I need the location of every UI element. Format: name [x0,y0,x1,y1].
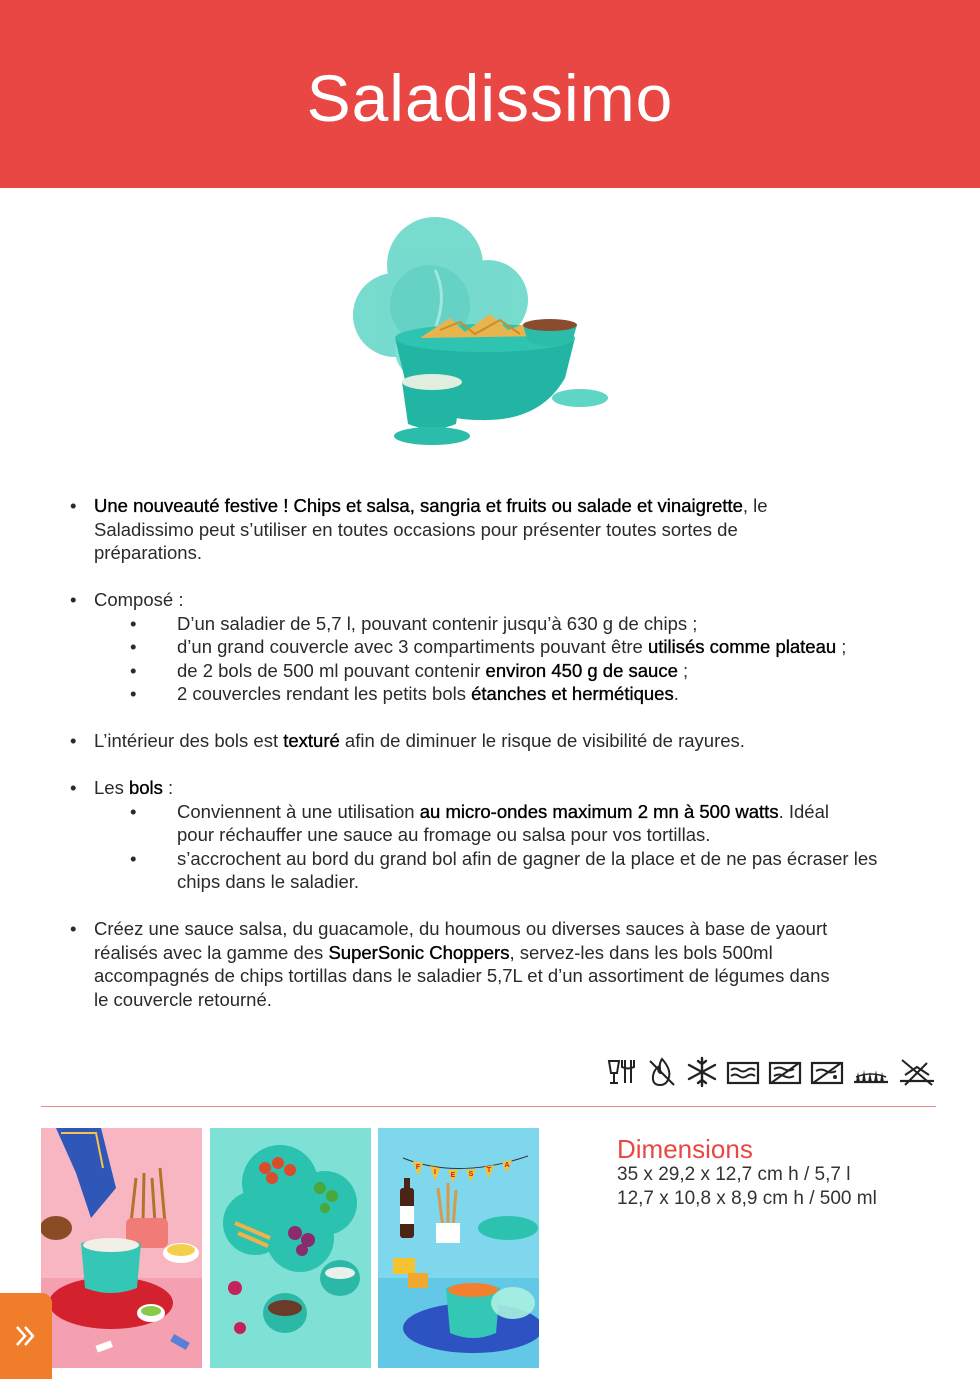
page-title: Saladissimo [306,61,674,135]
feature-list [70,494,910,1035]
sub-item: • de 2 bols de 500 ml pouvant contenir environ 450 g de sauce ; [94,659,910,683]
sub-item: • d’un grand couvercle avec 3 compartiments pouvant être utilisés comme plateau ; [94,635,910,659]
no-fire-icon [645,1055,679,1089]
sub-item: • s’accrochent au bord du grand bol afin de gagner de la place et de ne pas écraser les chips dans le saladier. [94,847,910,894]
lifestyle-photo-2 [210,1128,371,1368]
dishwasher-icon [851,1055,891,1089]
sub-item: • 2 couvercles rendant les petits bols étanches et hermétiques. [94,682,910,706]
microwave-icon [767,1055,803,1089]
dimensions-line-small-bowl: 12,7 x 10,8 x 8,9 cm h / 500 ml [617,1188,877,1209]
sub-item: • Conviennent à une utilisation au micro-ondes maximum 2 mn à 500 watts. Idéal pour réchauffer une sauce au fromage ou salsa pour vos tortillas. [94,800,910,847]
care-icons-row [605,1054,937,1090]
header-banner [0,0,980,188]
svg-text:F: F [415,1164,421,1171]
svg-text:T: T [486,1167,492,1174]
section-divider [41,1106,936,1107]
list-item-intro: • Une nouveauté festive ! Chips et salsa, sangria et fruits ou salade et vinaigrette, le Saladissimo peut s’utiliser en toutes occasions pour présenter toutes sortes de préparations. [70,494,910,565]
fridge-icon [725,1055,761,1089]
dimensions-line-bowl: 35 x 29,2 x 12,7 cm h / 5,7 l [617,1164,851,1185]
lifestyle-photo-1 [41,1128,202,1368]
no-oven-icon [897,1055,937,1089]
lifestyle-photo-3 [378,1128,539,1368]
microwave-lid-icon [809,1055,845,1089]
svg-text:E: E [450,1172,456,1179]
sub-item: • D’un saladier de 5,7 l, pouvant contenir jusqu’à 630 g de chips ; [94,612,910,636]
next-page-button[interactable] [0,1293,52,1379]
food-safe-icon [605,1055,639,1089]
svg-text:S: S [468,1171,474,1178]
list-item-bols: • Les bols : • Conviennent à une utilisation au micro-ondes maximum 2 mn à 500 watts. Idéal pour réchauffer une sauce au fromage ou salsa pour vos tortillas. • s’accrochent au bord du grand bol afin de gagner de la place et de ne pas écraser les chips dans le saladier. [70,776,910,894]
product-hero-image [340,210,630,465]
svg-text:I: I [434,1169,436,1176]
double-chevron-right-icon [13,1323,39,1349]
dimensions-title: Dimensions [617,1134,753,1164]
freezer-icon [685,1055,719,1089]
list-item-interior: • L’intérieur des bols est texturé afin de diminuer le risque de visibilité de rayures. [70,729,910,753]
svg-text:A: A [504,1162,510,1169]
list-item-compose: • Composé : • D’un saladier de 5,7 l, pouvant contenir jusqu’à 630 g de chips ; • d’un grand couvercle avec 3 compartiments pouvant être utilisés comme plateau ; • de 2 bols de 500 ml pouvant contenir environ 450 g de sauce ; • 2 couvercles rendant les petits bols étanches et hermétiques. [70,588,910,706]
list-item-recipe: • Créez une sauce salsa, du guacamole, du houmous ou diverses sauces à base de yaourt réalisés avec la gamme des SuperSonic Choppers, servez-les dans les bols 500ml accompagnés de chips tortillas dans le saladier 5,7L et d’un assortiment de légumes dans le couvercle retourné. [70,917,910,1011]
